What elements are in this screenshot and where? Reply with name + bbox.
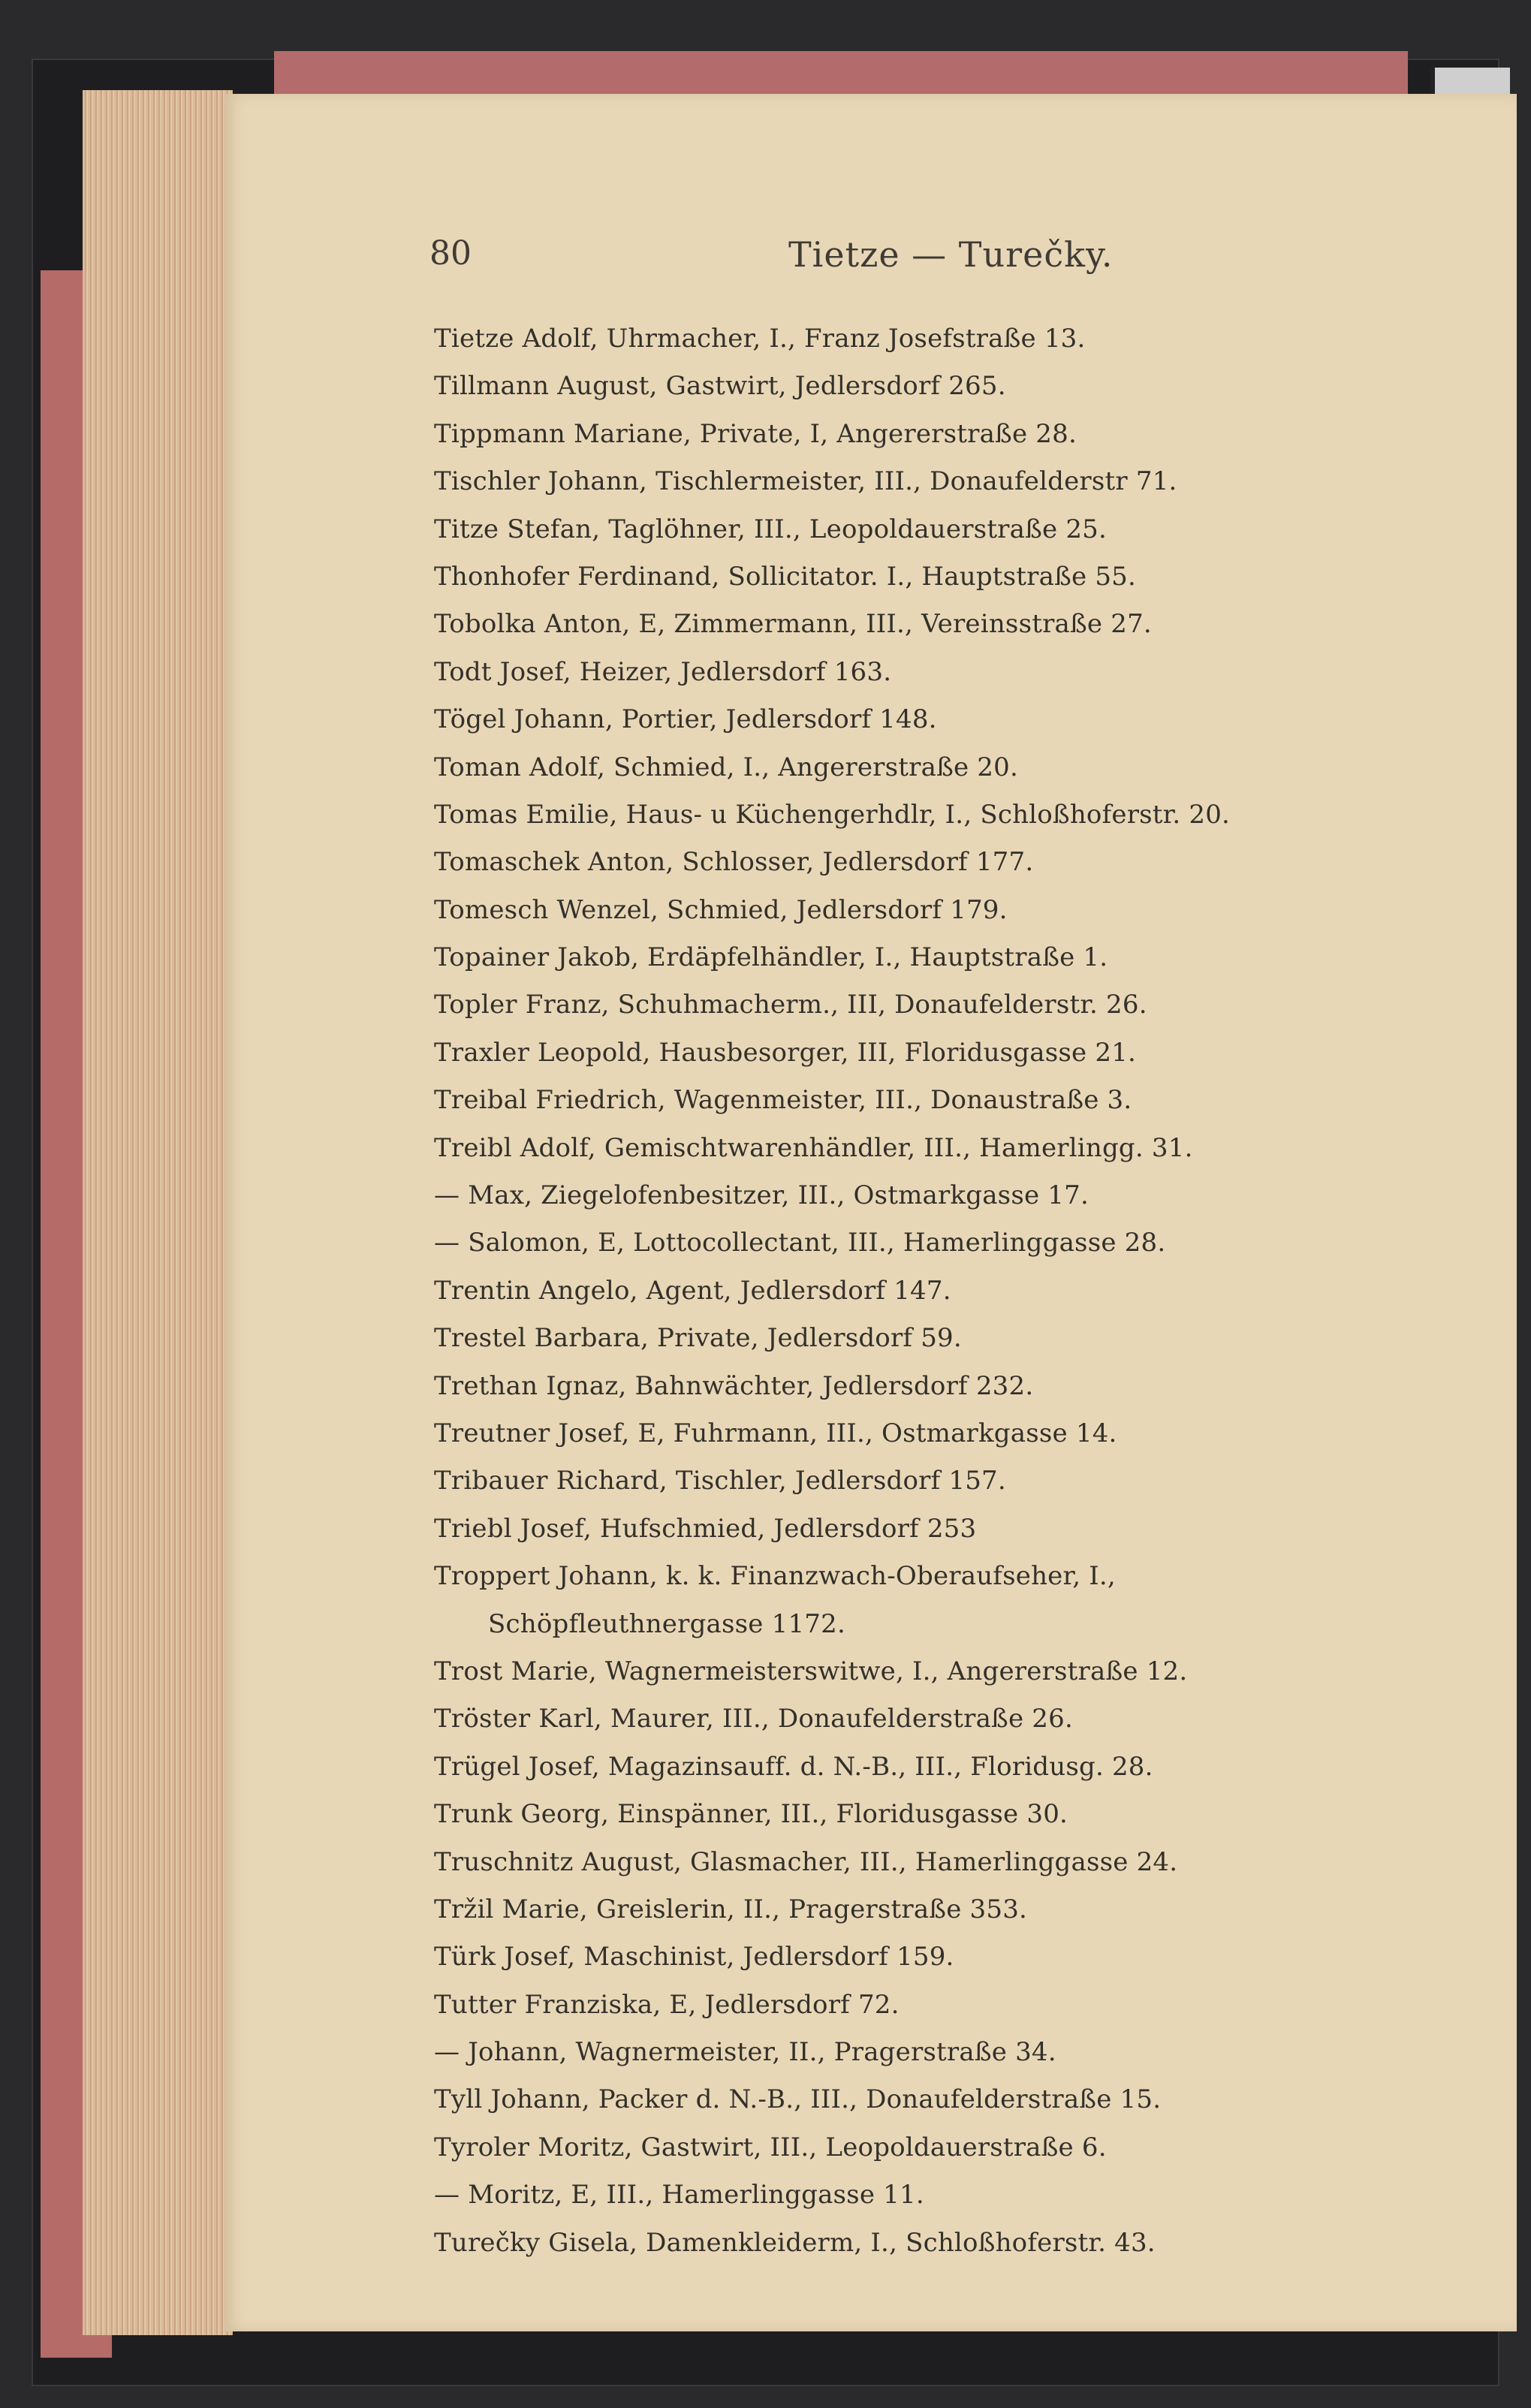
cover-cloth-top [274,51,1408,96]
directory-entry: Tröster Karl, Maurer, III., Donaufelderstraße 26. [434,1704,1073,1734]
directory-entry: Truschnitz August, Glasmacher, III., Hamerlinggasse 24. [434,1846,1178,1877]
directory-entry: Toman Adolf, Schmied, I., Angererstraße 20. [434,752,1018,782]
directory-entry: Topainer Jakob, Erdäpfelhändler, I., Hauptstraße 1. [434,942,1108,973]
directory-entry: Tillmann August, Gastwirt, Jedlersdorf 265. [434,371,1006,402]
directory-entry: Tögel Johann, Portier, Jedlersdorf 148. [434,704,937,735]
directory-entry: Treutner Josef, E, Fuhrmann, III., Ostmarkgasse 14. [434,1418,1117,1448]
directory-entry: — Moritz, E, III., Hamerlinggasse 11. [434,2180,924,2211]
directory-entry: Tomas Emilie, Haus- u Küchengerhdlr, I., Schloßhoferstr. 20. [434,799,1231,830]
directory-entry: Titze Stefan, Taglöhner, III., Leopoldauerstraße 25. [434,514,1108,544]
directory-entry: Tribauer Richard, Tischler, Jedlersdorf 157. [434,1466,1006,1496]
directory-entry: Troppert Johann, k. k. Finanzwach-Oberaufseher, I., [434,1561,1116,1592]
directory-entry: Treibal Friedrich, Wagenmeister, III., Donaustraße 3. [434,1085,1132,1116]
directory-entry: Trestel Barbara, Private, Jedlersdorf 59. [434,1323,962,1354]
directory-entry: Traxler Leopold, Hausbesorger, III, Floridusgasse 21. [434,1037,1137,1068]
directory-entry: Triebl Josef, Hufschmied, Jedlersdorf 253 [434,1513,977,1544]
directory-entry: Thonhofer Ferdinand, Sollicitator. I., Hauptstraße 55. [434,561,1137,592]
directory-entry: — Salomon, E, Lottocollectant, III., Hamerlinggasse 28. [434,1228,1166,1258]
directory-entry: Trügel Josef, Magazinsauff. d. N.-B., III., Floridusg. 28. [434,1751,1153,1782]
directory-entry-continuation: Schöpfleuthnergasse 1172. [488,1608,845,1639]
directory-entry: Tomaschek Anton, Schlosser, Jedlersdorf 177. [434,847,1034,878]
directory-entry: Todt Josef, Heizer, Jedlersdorf 163. [434,656,892,687]
page-number: 80 [429,234,472,273]
directory-entry: Treibl Adolf, Gemischtwarenhändler, III., Hamerlingg. 31. [434,1132,1193,1163]
directory-entry: Trost Marie, Wagnermeisterswitwe, I., Angererstraße 12. [434,1656,1188,1686]
directory-entry: Trethan Ignaz, Bahnwächter, Jedlersdorf 232. [434,1370,1034,1401]
directory-entry: Tržil Marie, Greislerin, II., Pragerstraße 353. [434,1894,1028,1924]
directory-entries [434,315,1504,2267]
directory-entry: Tietze Adolf, Uhrmacher, I., Franz Josefstraße 13. [434,324,1086,354]
running-head: Tietze — Turečky. [788,234,1114,275]
directory-entry: Trunk Georg, Einspänner, III., Floridusgasse 30. [434,1799,1068,1830]
directory-entry: Tutter Franziska, E, Jedlersdorf 72. [434,1989,900,2020]
directory-entry: Tomesch Wenzel, Schmied, Jedlersdorf 179. [434,894,1008,925]
directory-entry: Tobolka Anton, E, Zimmermann, III., Vereinsstraße 27. [434,609,1152,640]
directory-entry: Tyroler Moritz, Gastwirt, III., Leopoldauerstraße 6. [434,2132,1107,2162]
directory-entry: Tischler Johann, Tischlermeister, III., Donaufelderstr 71. [434,466,1177,497]
directory-entry: Turečky Gisela, Damenkleiderm, I., Schloßhoferstr. 43. [434,2227,1156,2258]
directory-entry: Topler Franz, Schuhmacherm., III, Donaufelderstr. 26. [434,990,1147,1020]
directory-entry: Tippmann Mariane, Private, I, Angererstraße 28. [434,418,1077,449]
directory-entry: Türk Josef, Maschinist, Jedlersdorf 159. [434,1942,954,1973]
page-edges [83,90,233,2335]
directory-entry: Trentin Angelo, Agent, Jedlersdorf 147. [434,1275,951,1306]
directory-entry: — Johann, Wagnermeister, II., Pragerstraße 34. [434,2037,1056,2068]
directory-entry: — Max, Ziegelofenbesitzer, III., Ostmarkgasse 17. [434,1180,1089,1211]
directory-entry: Tyll Johann, Packer d. N.-B., III., Donaufelderstraße 15. [434,2084,1162,2115]
